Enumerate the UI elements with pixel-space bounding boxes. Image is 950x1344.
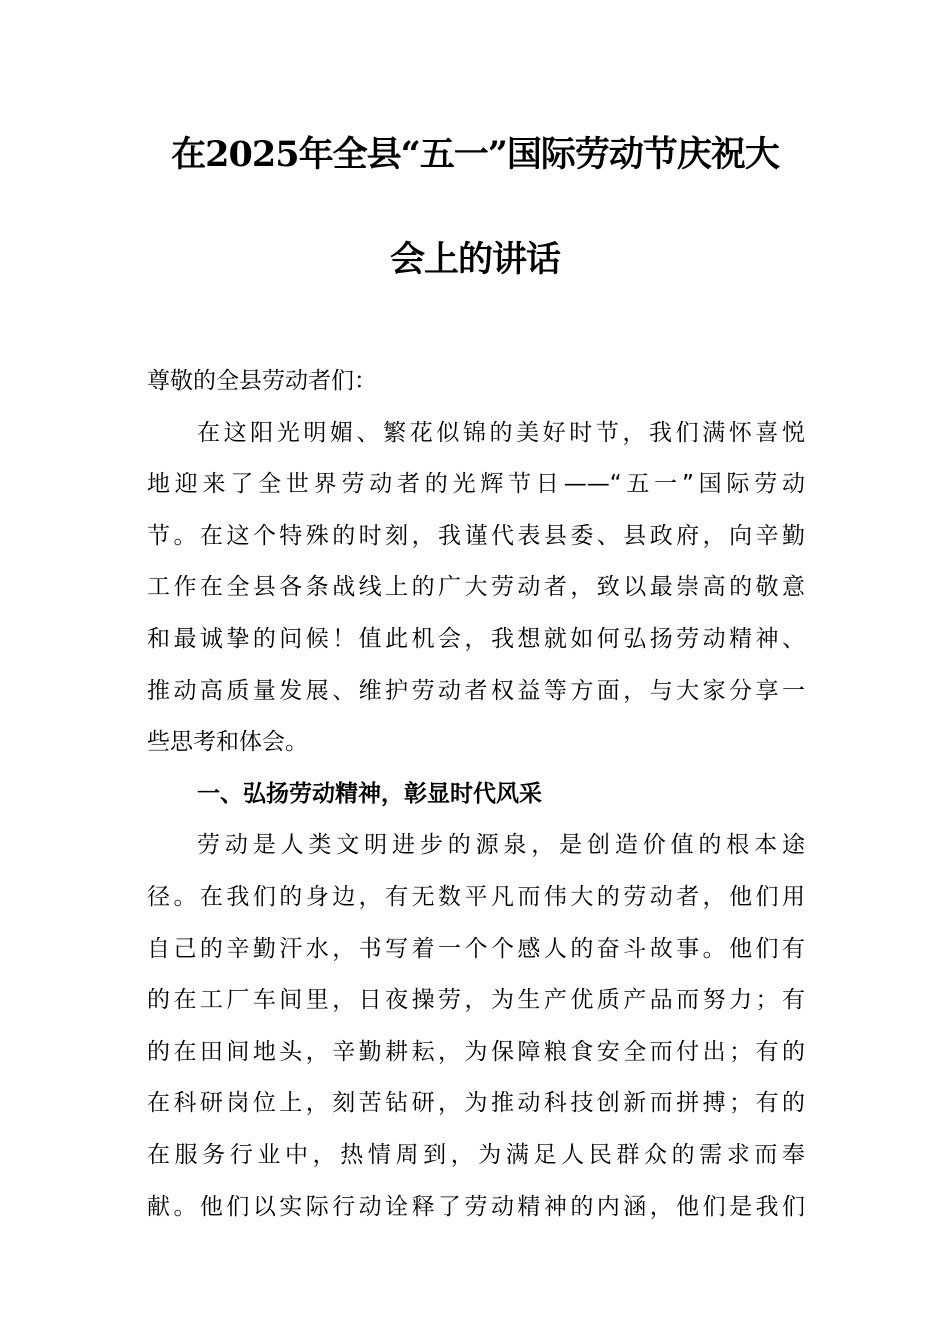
paragraph-line: 推动高质量发展、维护劳动者权益等方面，与大家分享一 [147, 678, 805, 704]
section-heading: 一、弘扬劳动精神，彰显时代风采 [197, 781, 542, 807]
paragraph-line: 在服务行业中，热情周到，为满足人民群众的需求而奉 [147, 1142, 805, 1168]
paragraph-line: 的在工厂车间里，日夜操劳，为生产优质产品而努力；有 [147, 987, 805, 1013]
paragraph-line: 自己的辛勤汗水，书写着一个个感人的奋斗故事。他们有 [147, 936, 805, 962]
paragraph-line: 工作在全县各条战线上的广大劳动者，致以最崇高的敬意 [147, 574, 805, 600]
paragraph-line: 和最诚挚的问候！值此机会，我想就如何弘扬劳动精神、 [147, 626, 805, 652]
document-title-line-2: 会上的讲话 [389, 239, 560, 280]
paragraph-line: 节。在这个特殊的时刻，我谨代表县委、县政府，向辛勤 [147, 523, 805, 549]
paragraph-line: 在科研岗位上，刻苦钻研，为推动科技创新而拼搏；有的 [147, 1090, 805, 1116]
paragraph-line: 径。在我们的身边，有无数平凡而伟大的劳动者，他们用 [147, 884, 805, 910]
paragraph-line: 的在田间地头，辛勤耕耘，为保障粮食安全而付出；有的 [147, 1039, 805, 1065]
paragraph-line: 劳动是人类文明进步的源泉，是创造价值的根本途 [197, 832, 805, 858]
salutation: 尊敬的全县劳动者们： [147, 368, 377, 394]
paragraph-line: 地迎来了全世界劳动者的光辉节日——“五一”国际劳动 [147, 471, 805, 497]
paragraph-line: 献。他们以实际行动诠释了劳动精神的内涵，他们是我们 [147, 1194, 805, 1220]
paragraph-line: 在这阳光明媚、繁花似锦的美好时节，我们满怀喜悦 [197, 420, 805, 446]
paragraph-line: 些思考和体会。 [147, 729, 308, 755]
document-title-line-1: 在2025年全县“五一”国际劳动节庆祝大 [171, 134, 779, 175]
